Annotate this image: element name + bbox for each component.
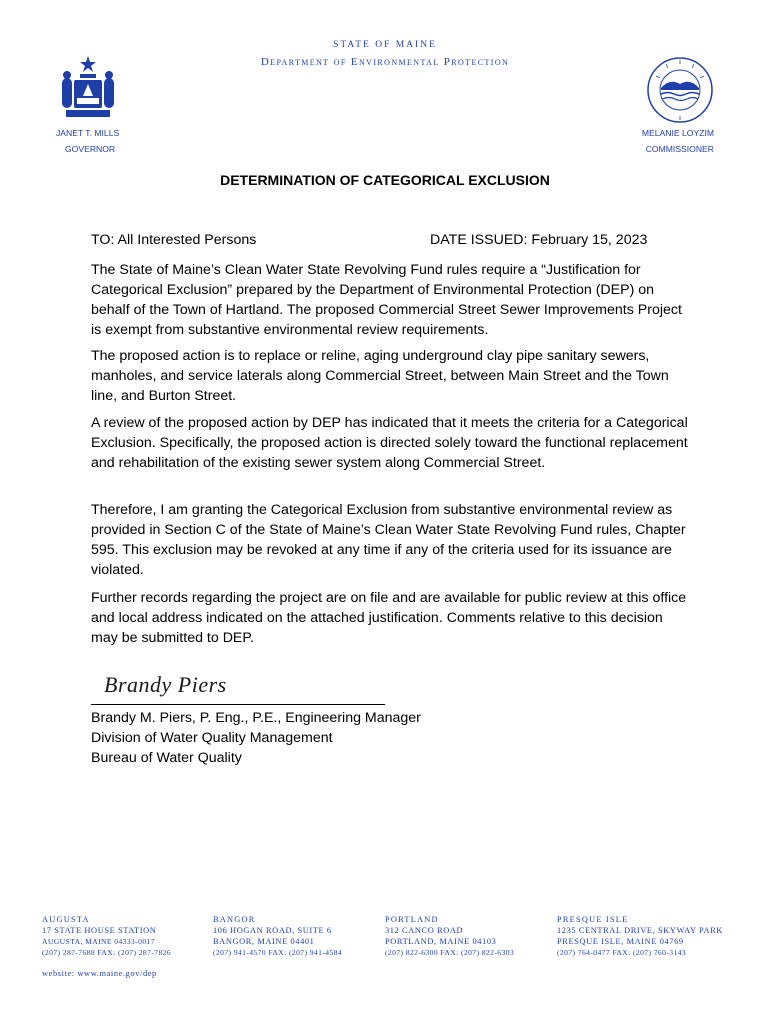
office-phone: (207) 764-0477 FAX: (207) 760-3143 bbox=[557, 948, 687, 957]
office-street: 312 CANCO ROAD bbox=[385, 926, 464, 935]
office-street: 17 STATE HOUSE STATION bbox=[42, 926, 157, 935]
website-link[interactable]: website: www.maine.gov/dep bbox=[42, 969, 157, 978]
office-city: PRESQUE ISLE bbox=[557, 915, 629, 924]
to-line: TO: All Interested Persons bbox=[91, 232, 257, 248]
office-city: AUGUSTA bbox=[42, 915, 90, 924]
commissioner-title: COMMISSIONER bbox=[645, 144, 714, 154]
office-town: AUGUSTA, MAINE 04333-0017 bbox=[42, 937, 155, 946]
office-town: BANGOR, MAINE 04401 bbox=[213, 937, 315, 946]
office-presque-isle bbox=[557, 914, 757, 958]
office-phone: (207) 822-6300 FAX: (207) 822-6303 bbox=[385, 948, 515, 957]
document-title: DETERMINATION OF CATEGORICAL EXCLUSION bbox=[220, 172, 550, 188]
commissioner-name: MELANIE LOYZIM bbox=[641, 128, 714, 138]
department-heading: Department of Environmental Protection bbox=[260, 56, 510, 68]
governor-title: GOVERNOR bbox=[65, 144, 116, 154]
office-portland bbox=[385, 914, 555, 958]
office-phone: (207) 941-4570 FAX: (207) 941-4584 bbox=[213, 948, 343, 957]
office-augusta bbox=[42, 914, 212, 958]
signature-line bbox=[91, 704, 385, 705]
office-street: 1235 CENTRAL DRIVE, SKYWAY PARK bbox=[557, 926, 724, 935]
office-city: PORTLAND bbox=[385, 915, 439, 924]
office-phone: (207) 287-7688 FAX: (207) 287-7826 bbox=[42, 948, 172, 957]
office-town: PORTLAND, MAINE 04103 bbox=[385, 937, 497, 946]
governor-name: JANET T. MILLS bbox=[56, 128, 120, 138]
handwritten-signature: Brandy Piers bbox=[104, 672, 227, 697]
office-street: 106 HOGAN ROAD, SUITE 6 bbox=[213, 926, 332, 935]
office-city: BANGOR bbox=[213, 915, 256, 924]
office-town: PRESQUE ISLE, MAINE 04769 bbox=[557, 937, 684, 946]
date-issued: DATE ISSUED: February 15, 2023 bbox=[430, 232, 648, 248]
paragraph-granting: Therefore, I am granting the Categorical Exclusion from substantive environmental review as provided in Section C of the State of Maine’s Clean Water State Revolving Fund rules, Chapter 595. This exclusion may be revoked at any time if any of the criteria used for its issuance are violated. bbox=[91, 502, 686, 578]
paragraph-records: Further records regarding the project are on file and are available for public review at this office and local address indicated on the attached justification. Comments relative to this decision may be submitted to DEP. bbox=[91, 590, 687, 646]
signer-name: Brandy M. Piers, P. Eng., P.E., Engineering Manager bbox=[91, 710, 421, 726]
paragraph-proposed-action: The proposed action is to replace or reline, aging underground clay pipe sanitary sewers, manholes, and service laterals along Commercial Street, between Main Street and the Town line, and Burton Street. bbox=[91, 348, 669, 404]
signer-bureau: Bureau of Water Quality bbox=[91, 750, 242, 766]
paragraph-justification: The State of Maine’s Clean Water State Revolving Fund rules require a “Justification for Categorical Exclusion” prepared by the Department of Environmental Protection (DEP) on behalf of the Town of Hartland. The proposed Commercial Street Sewer Improvements Project is exempt from substantive environmental review requirements. bbox=[91, 262, 682, 338]
dep-seal-icon bbox=[646, 56, 714, 124]
maine-state-seal-icon bbox=[58, 54, 118, 120]
paragraph-review: A review of the proposed action by DEP has indicated that it meets the criteria for a Categorical Exclusion. Specifically, the proposed action is directed solely toward the functional replacement and rehabilitation of the existing sewer system along Commercial Street. bbox=[91, 415, 688, 471]
office-bangor bbox=[213, 914, 383, 958]
state-heading: STATE OF MAINE bbox=[333, 40, 437, 50]
signer-division: Division of Water Quality Management bbox=[91, 730, 333, 746]
